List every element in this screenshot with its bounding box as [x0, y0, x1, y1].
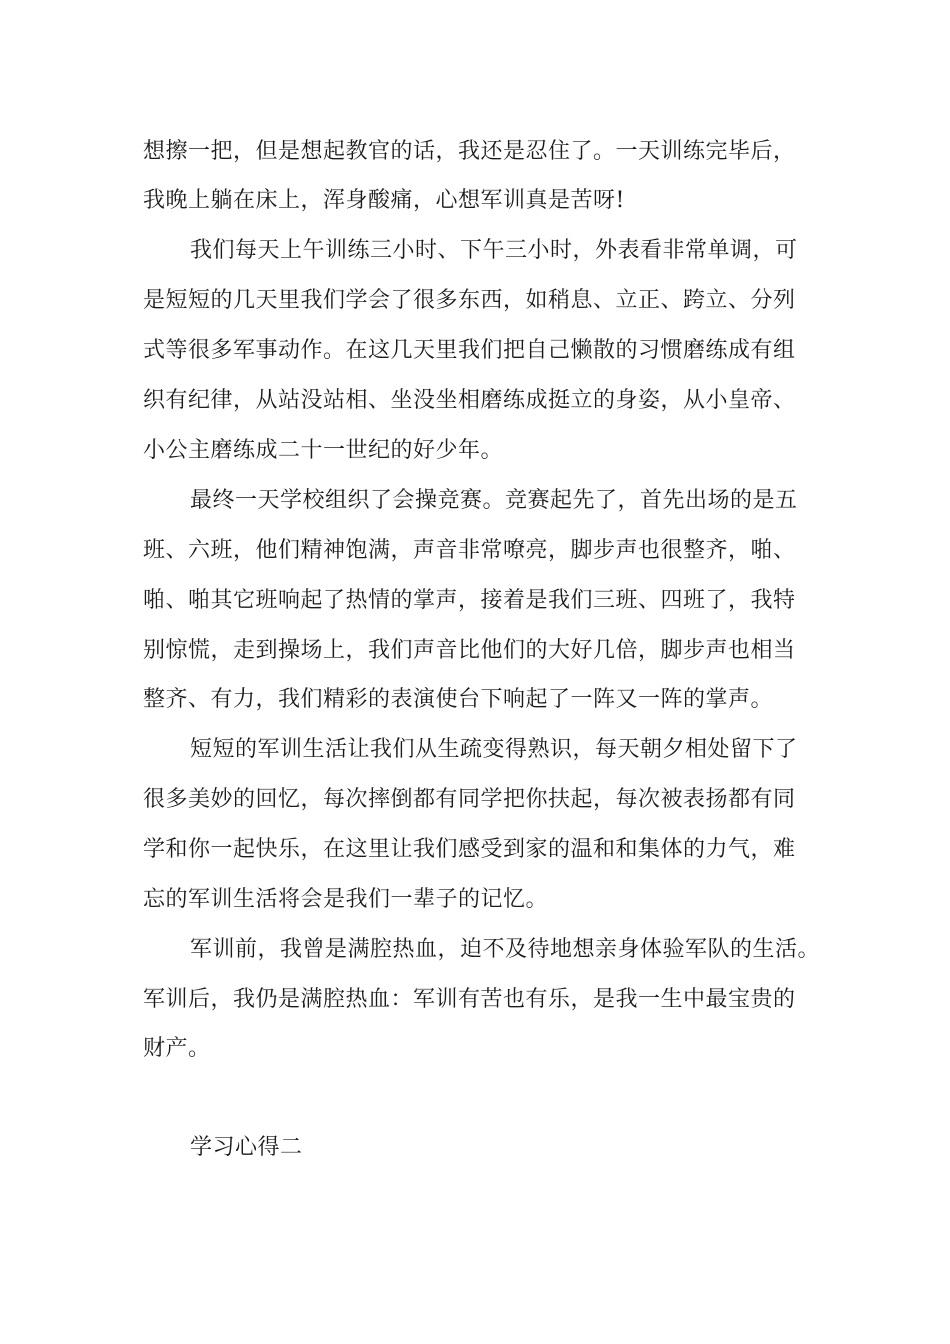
- text-line: 财产。: [143, 1036, 211, 1061]
- text-line: 是短短的几天里我们学会了很多东西，如稍息、立正、跨立、分列: [143, 288, 796, 313]
- text-line: 整齐、有力，我们精彩的表演使台下响起了一阵又一阵的掌声。: [143, 687, 774, 712]
- text-line: 军训后，我仍是满腔热血：军训有苦也有乐，是我一生中最宝贵的: [143, 987, 796, 1012]
- text-line: 小公主磨练成二十一世纪的好少年。: [143, 438, 504, 463]
- text-line: 式等很多军事动作。在这几天里我们把自己懒散的习惯磨练成有组: [143, 338, 796, 363]
- paragraph-start: 我们每天上午训练三小时、下午三小时，外表看非常单调，可: [190, 238, 798, 263]
- text-line: 忘的军训生活将会是我们一辈子的记忆。: [143, 887, 549, 912]
- text-line: 别惊慌，走到操场上，我们声音比他们的大好几倍，脚步声也相当: [143, 638, 796, 663]
- text-line: 织有纪律，从站没站相、坐没坐相磨练成挺立的身姿，从小皇帝、: [143, 388, 796, 413]
- text-line: 想擦一把，但是想起教官的话，我还是忍住了。一天训练完毕后，: [143, 139, 796, 164]
- text-line: 啪、啪其它班响起了热情的掌声，接着是我们三班、四班了，我特: [143, 588, 796, 613]
- text-line: 我晚上躺在床上，浑身酸痛，心想军训真是苦呀!: [143, 188, 625, 213]
- section-heading: 学习心得二: [190, 1135, 303, 1160]
- text-line: 学和你一起快乐，在这里让我们感受到家的温和和集体的力气，难: [143, 837, 796, 862]
- paragraph-start: 短短的军训生活让我们从生疏变得熟识，每天朝夕相处留下了: [190, 737, 798, 762]
- text-line: 班、六班，他们精神饱满，声音非常嘹亮，脚步声也很整齐，啪、: [143, 538, 796, 563]
- paragraph-start: 军训前，我曾是满腔热血，迫不及待地想亲身体验军队的生活。: [190, 937, 821, 962]
- text-line: 很多美妙的回忆，每次摔倒都有同学把你扶起，每次被表扬都有同: [143, 787, 796, 812]
- paragraph-start: 最终一天学校组织了会操竞赛。竞赛起先了，首先出场的是五: [190, 488, 798, 513]
